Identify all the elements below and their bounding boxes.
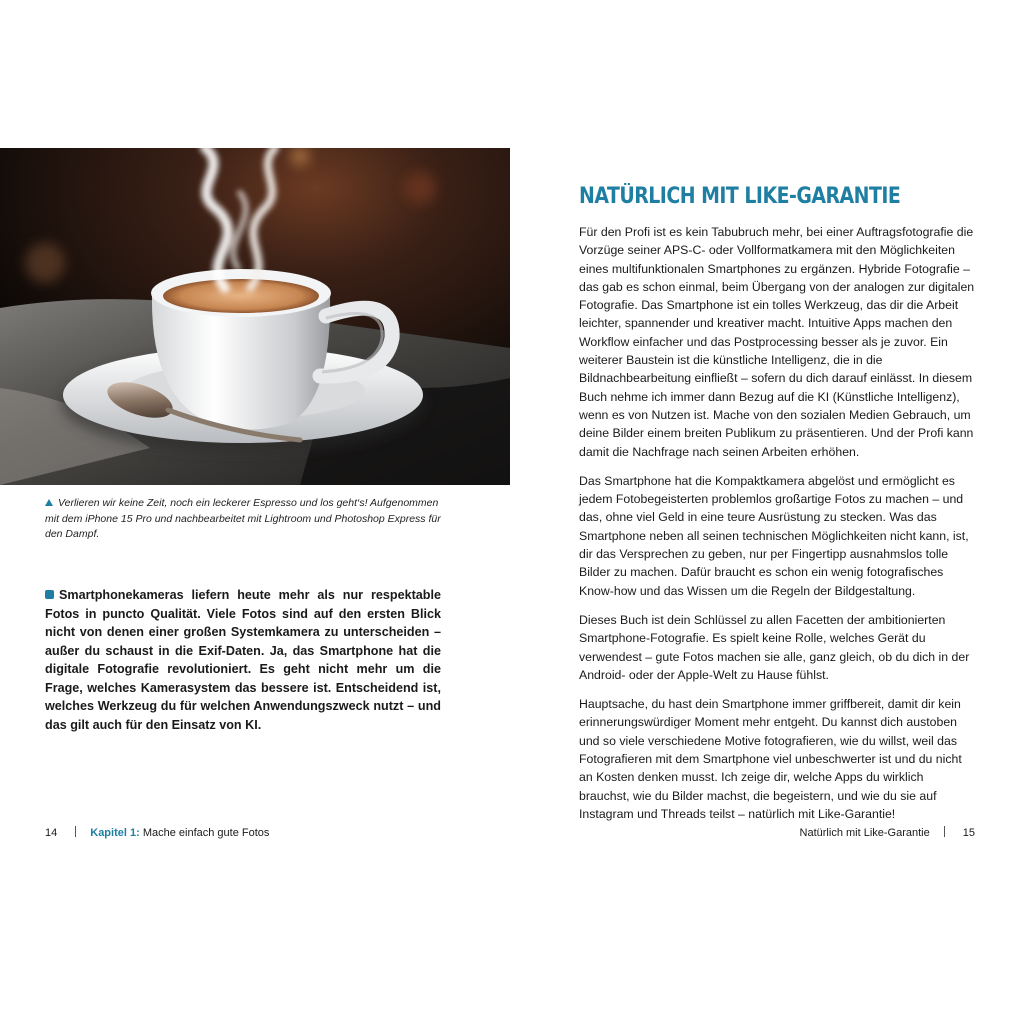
- chapter-title: Mache einfach gute Fotos: [142, 827, 270, 839]
- body-paragraph-2: Das Smartphone hat die Kompaktkamera abgelöst und ermöglicht es jedem Fotobegeisterten problemlos großartige Fotos zu machen – und das, ohne viel Geld in eine teure Ausrüstung zu stecken. Was das Smartphone neben all seinen technischen Möglichkeiten nicht kann, ist, dir das Versprechen zu geben, nur per Fingertipp ausnahmslos tolle Bilder zu machen. Dafür braucht es schon ein wenig fotografisches Know-how und das Wissen um die Regeln der Bildgestaltung.: [579, 473, 969, 598]
- running-section-title: Natürlich mit Like-Garantie: [799, 827, 930, 839]
- caption-text: Verlieren wir keine Zeit, noch ein leckerer Espresso und los geht‘s! Aufgenommen mit dem iPhone 15 Pro und nachbearbeitet mit Lightroom und Photoshop Express für den Dampf.: [45, 497, 441, 540]
- intro-square-icon: [45, 590, 54, 599]
- intro-paragraph: [45, 586, 441, 734]
- intro-text: Smartphonekameras liefern heute mehr als nur respektable Fotos in puncto Qualität. Viele Fotos sind auf den ersten Blick nicht von denen einer großen Systemkamera zu unterscheiden – außer du schaust in die Exif-Daten. Ja, das Smartphone hat die digitale Fotografie revolutioniert. Es geht nicht mehr um die Frage, welches Kamerasystem das bessere ist. Entscheidend ist, welches Werkzeug du für welchen Anwendungszweck nutzt – und das gilt auch für den Einsatz von KI.: [45, 588, 441, 732]
- section-body: [579, 223, 975, 834]
- chapter-label: Kapitel 1:: [90, 827, 140, 839]
- body-paragraph-4: Hauptsache, du hast dein Smartphone immer griffbereit, damit dir kein erinnerungswürdiger Moment mehr entgeht. Du kannst dich austoben und so viele verschiedene Motive fotografieren, wie du willst, weil das Fotografieren mit dem Smartphone viel unbeschwerter ist und du nicht an Kosten denken musst. Ich zeige dir, welche Apps du wirklich brauchst, wie du Bilder machst, die begeistern, und wie du sie auf Instagram und Threads teilst – natürlich mit Like-Garantie!: [579, 697, 962, 821]
- page-number-left: 14: [45, 827, 58, 839]
- body-paragraph-3: Dieses Buch ist dein Schlüssel zu allen Facetten der ambitionierten Smartphone-Fotografie. Es spielt keine Rolle, welches Gerät du verwendest – gute Fotos machen sie alle, ganz gleich, ob du dich in der Android- oder der Apple-Welt zu Hause fühlst.: [579, 612, 970, 682]
- caption-triangle-icon: [45, 499, 53, 506]
- footer-divider-left: [75, 826, 76, 837]
- photo-caption: [45, 496, 445, 543]
- footer-left: [45, 826, 269, 840]
- espresso-photo: [0, 148, 510, 485]
- section-heading: NATÜRLICH MIT LIKE-GARANTIE: [579, 184, 901, 209]
- footer-divider-right: [944, 826, 945, 837]
- page-number-right: 15: [962, 827, 975, 839]
- footer-right: [800, 826, 975, 840]
- body-paragraph-1: Für den Profi ist es kein Tabubruch mehr, bei einer Auftragsfotografie die Vorzüge seiner APS-C- oder Vollformatkamera mit den Möglichkeiten eines multifunktionalen Smartphones zu ergänzen. Hybride Fotografie – das gab es schon einmal, beim Übergang von der analogen zur digitalen Fotografie. Das Smartphone ist ein tolles Werkzeug, das dir die Arbeit leichter, spannender und kreativer macht. Intuitive Apps machen den Workflow einfacher und das Postprocessing besser als je zuvor. Ein weiterer Baustein ist die künstliche Intelligenz, die in die Bildnachbearbeitung einfließt – sofern du dich darauf einlässt. In diesem Buch nehme ich immer dann Bezug auf die KI (Künstliche Intelligenz), wenn es von Nutzen ist. Mache von den sozialen Medien Gebrauch, um deine Bilder einem breiten Publikum zu präsentieren. Und der Profi kann damit die Nachfrage nach seinen Arbeiten erhöhen.: [579, 225, 975, 459]
